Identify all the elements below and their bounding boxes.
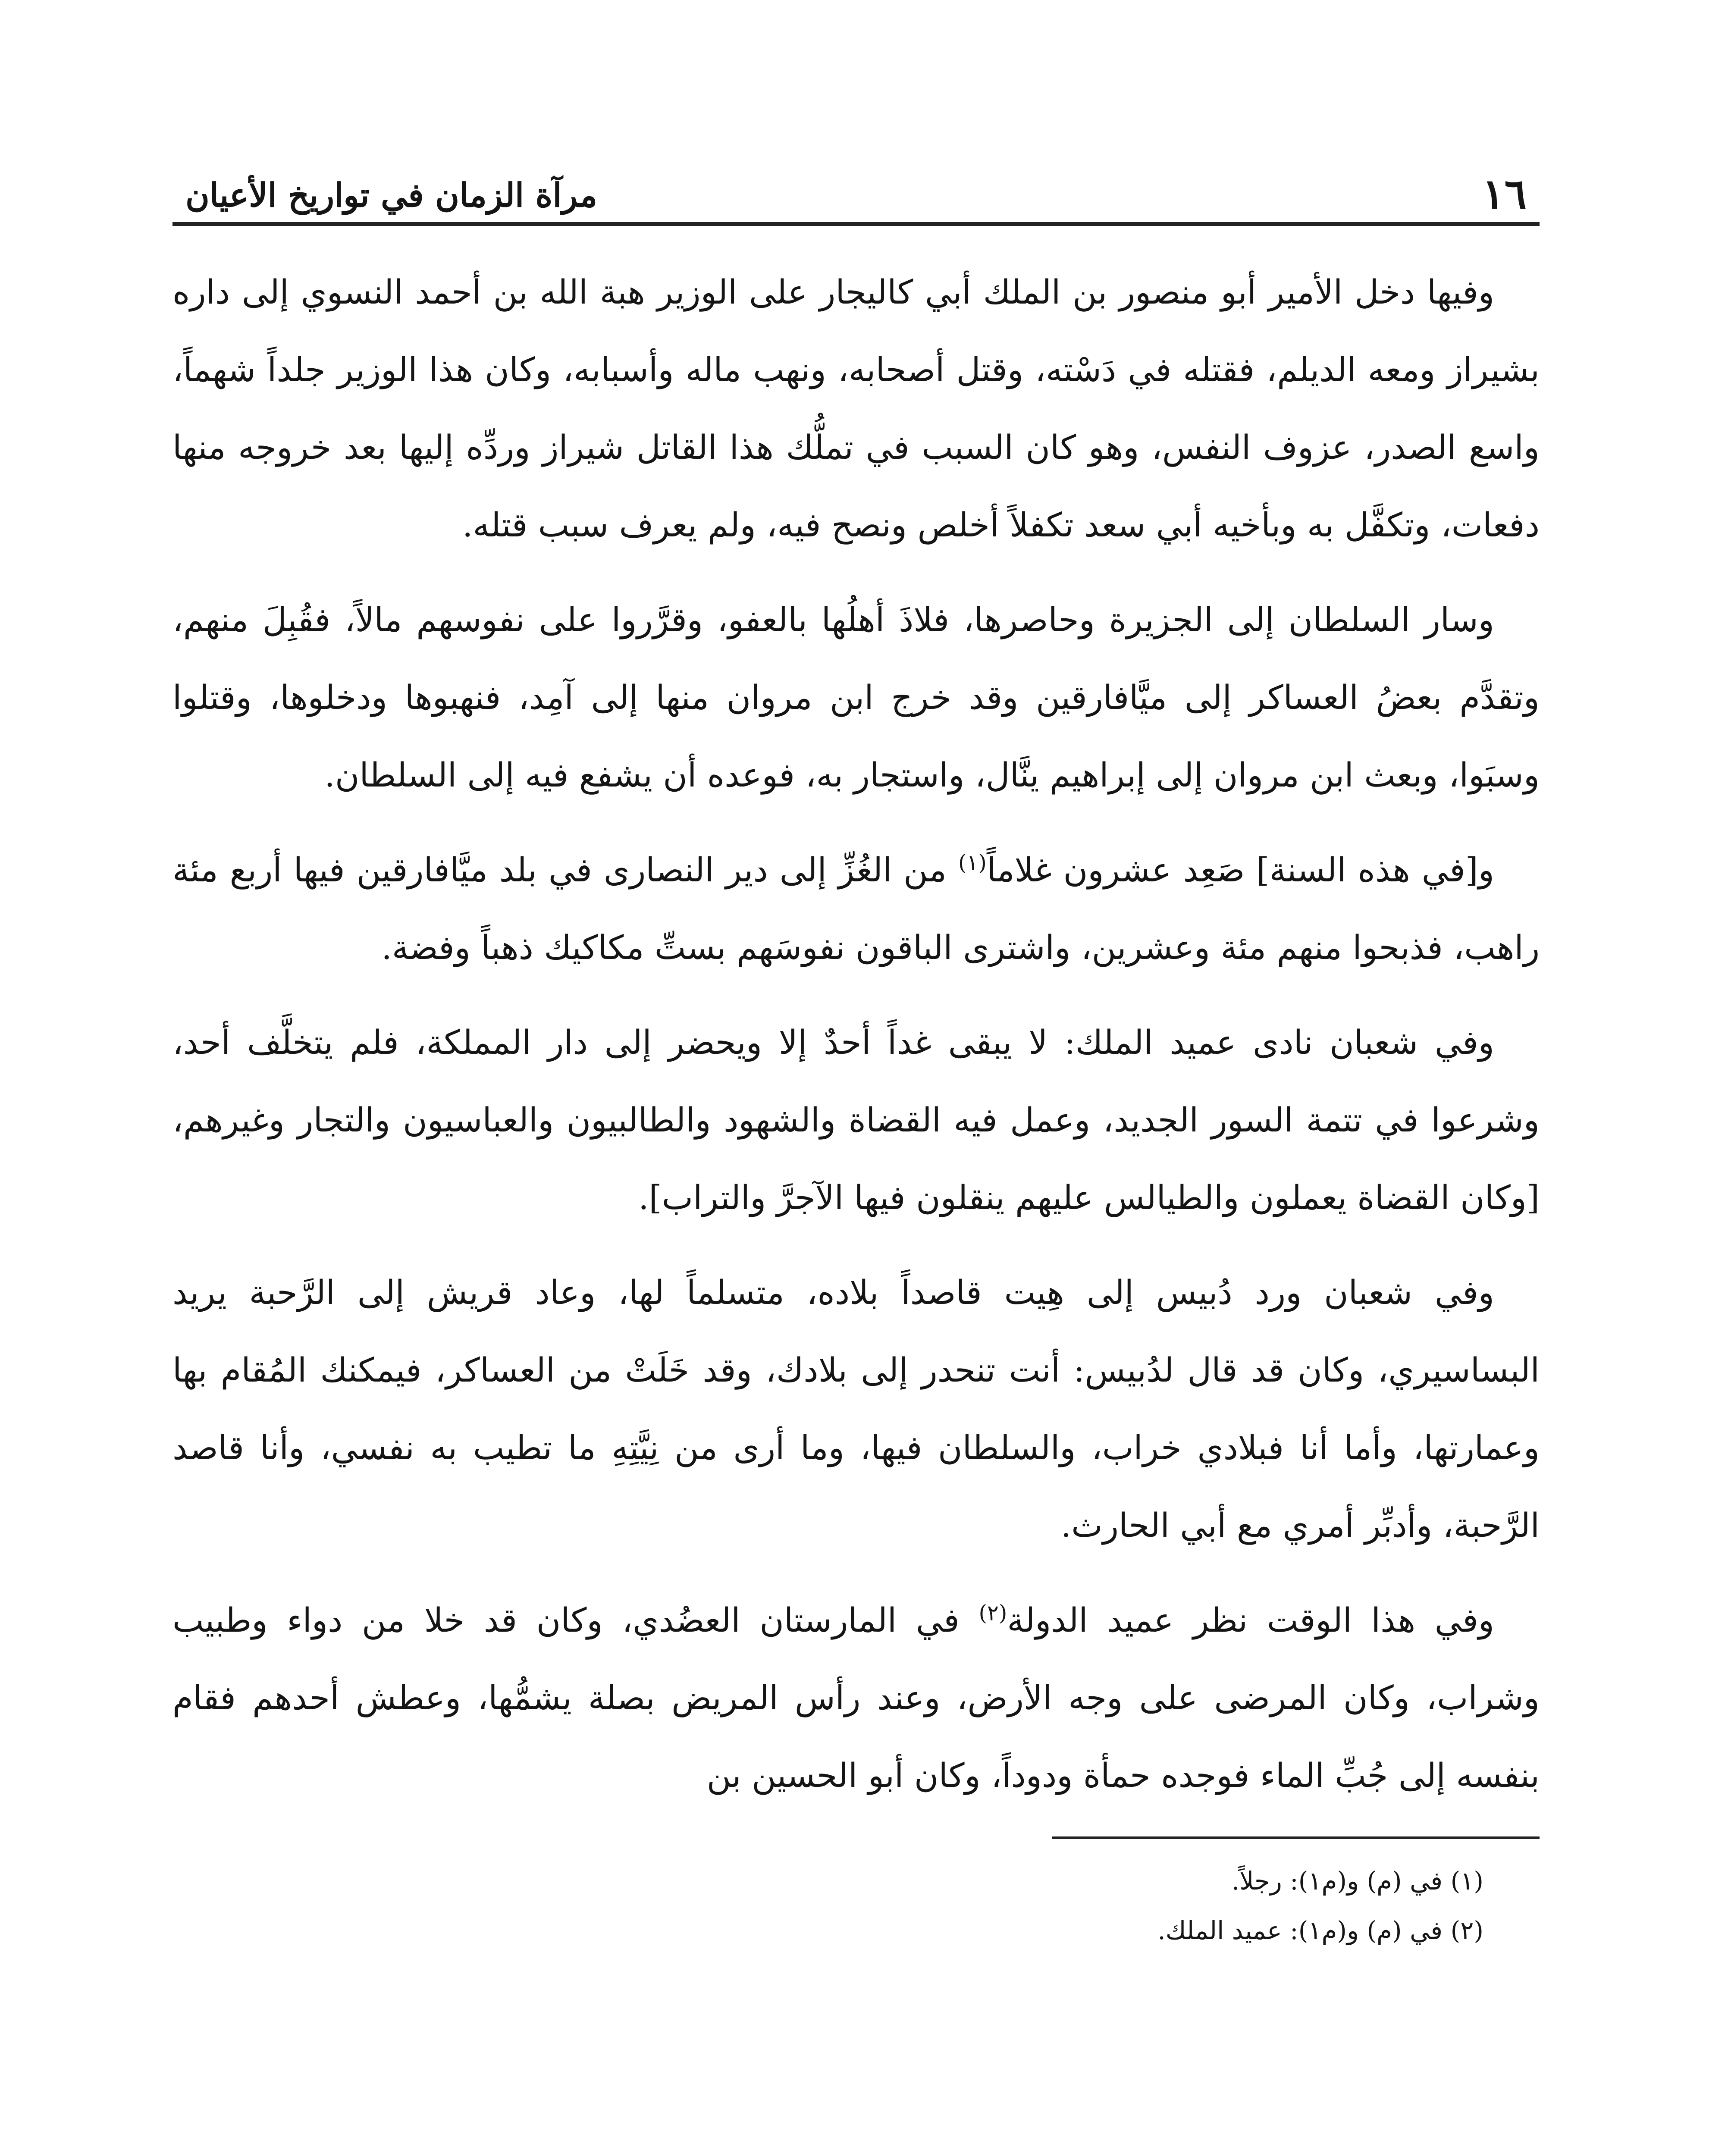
page-number: ١٦ xyxy=(1482,169,1527,218)
footnote-mark-2: (٢) xyxy=(978,1600,1007,1626)
book-title: مرآة الزمان في تواريخ الأعيان xyxy=(185,176,598,214)
footnote-2: (٢) في (م) و(م١): عميد الملك. xyxy=(1157,1916,1483,1945)
paragraph-3 xyxy=(172,832,1540,987)
paragraph-1: وفيها دخل الأمير أبو منصور بن الملك أبي كاليجار على الوزير هبة الله بن أحمد النسوي إلى داره بشيراز ومعه الديلم، فقتله في دَسْته، وقتل أصحابه، ونهب ماله وأسبابه، وكان هذا الوزير جلداً شهماً، واسع الصدر، عزوف النفس، وهو كان السبب في تملُّك هذا القاتل شيراز وردِّه إليها بعد خروجه منها دفعات، وتكفَّل به وبأخيه أبي سعد تكفلاً أخلص ونصح فيه، ولم يعرف سبب قتله. xyxy=(172,273,1540,545)
paragraph-4: وفي شعبان نادى عميد الملك: لا يبقى غداً أحدٌ إلا ويحضر إلى دار المملكة، فلم يتخلَّف أحد، وشرعوا في تتمة السور الجديد، وعمل فيه القضاة والشهود والطالبيون والعباسيون والتجار وغيرهم، [وكان القضاة يعملون والطيالس عليهم ينقلون فيها الآجرَّ والتراب]. xyxy=(172,1024,1540,1217)
footnotes xyxy=(172,1856,1540,1955)
footnote-mark-1: (١) xyxy=(958,850,987,875)
book-page xyxy=(172,170,1540,2156)
paragraph-5: وفي شعبان ورد دُبيس إلى هِيت قاصداً بلاده، متسلماً لها، وعاد قريش إلى الرَّحبة يريد البساسيري، وكان قد قال لدُبيس: أنت تنحدر إلى بلادك، وقد خَلَتْ من العساكر، فيمكنك المُقام بها وعمارتها، وأما أنا فبلادي خراب، والسلطان فيها، وما أرى من نِيَّتِهِ ما تطيب به نفسي، وأنا قاصد الرَّحبة، وأدبِّر أمري مع أبي الحارث. xyxy=(172,1274,1540,1545)
paragraph-3-start: و[في هذه السنة] صَعِد عشرون غلاماً xyxy=(986,851,1494,890)
footnote-1: (١) في (م) و(م١): رجلاً. xyxy=(1231,1866,1483,1896)
paragraph-6-start: وفي هذا الوقت نظر عميد الدولة xyxy=(1007,1601,1494,1640)
footnote-divider xyxy=(1052,1836,1540,1839)
paragraph-6-rest: في المارستان العضُدي، وكان قد خلا من دواء وطبيب وشراب، وكان المرضى على وجه الأرض، وعند رأس المريض بصلة يشمُّها، وعطش أحدهم فقام بنفسه إلى جُبِّ الماء فوجده حمأة ودوداً، وكان أبو الحسين بن xyxy=(172,1601,1540,1795)
paragraph-6 xyxy=(172,1582,1540,1815)
paragraph-2: وسار السلطان إلى الجزيرة وحاصرها، فلاذَ أهلُها بالعفو، وقرَّروا على نفوسهم مالاً، فقُبِلَ منهم، وتقدَّم بعضُ العساكر إلى ميَّافارقين وقد خرج ابن مروان منها إلى آمِد، فنهبوها ودخلوها، وقتلوا وسبَوا، وبعث ابن مروان إلى إبراهيم ينَّال، واستجار به، فوعده أن يشفع فيه إلى السلطان. xyxy=(172,601,1540,795)
running-header xyxy=(172,170,1540,226)
paragraph-3-rest: من الغُزِّ إلى دير النصارى في بلد ميَّافارقين فيها أربع مئة راهب، فذبحوا منهم مئة وعشرين، واشترى الباقون نفوسَهم بستِّ مكاكيك ذهباً وفضة. xyxy=(172,851,1540,967)
body-text xyxy=(172,254,1540,1815)
